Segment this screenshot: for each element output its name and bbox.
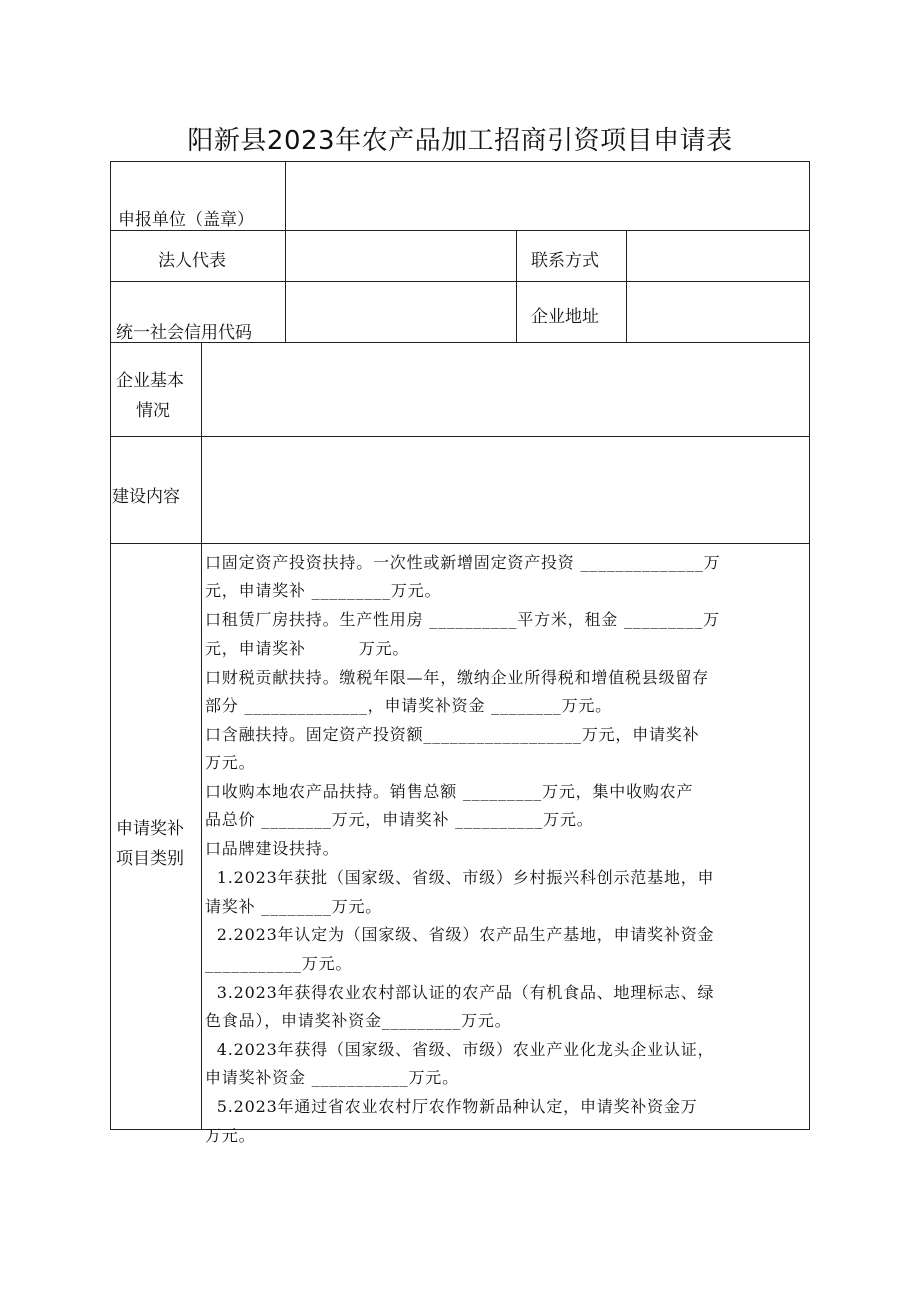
category-text-line: 万元。 bbox=[205, 1126, 256, 1145]
basic-info-field[interactable] bbox=[203, 344, 808, 435]
col-divider-c bbox=[626, 230, 627, 342]
row-divider-1 bbox=[110, 230, 810, 231]
category-text-line: 色食品），申请奖补资金_________万元。 bbox=[205, 1011, 512, 1030]
construction-field[interactable] bbox=[203, 438, 808, 542]
category-text-line: 口品牌建设扶持。 bbox=[205, 839, 340, 858]
category-text-line: 申请奖补资金 ___________万元。 bbox=[205, 1068, 459, 1087]
basic-info-label-line2: 情况 bbox=[136, 401, 170, 421]
category-text-line: 1.2023年获批（国家级、省级、市级）乡村振兴科创示范基地，申 bbox=[205, 868, 715, 887]
category-text-line: 元，申请奖补 万元。 bbox=[205, 639, 410, 658]
row-divider-4 bbox=[110, 436, 810, 437]
category-text-line: 万元。 bbox=[205, 753, 256, 772]
row-divider-2 bbox=[110, 281, 810, 282]
category-content bbox=[202, 545, 808, 1145]
address-field[interactable] bbox=[628, 283, 808, 341]
table-border-left bbox=[110, 161, 111, 1130]
category-text-line: 2.2023年认定为（国家级、省级）农产品生产基地，申请奖补资金 bbox=[205, 925, 715, 944]
category-text-line: 元，申请奖补 _________万元。 bbox=[205, 581, 442, 600]
category-text-line: 3.2023年获得农业农村部认证的农产品（有机食品、地理标志、绿 bbox=[205, 983, 715, 1002]
credit-code-label: 统一社会信用代码 bbox=[116, 323, 252, 343]
category-label-line1: 申请奖补 bbox=[116, 819, 184, 839]
address-label: 企业地址 bbox=[531, 307, 599, 327]
category-text-line: 口固定资产投资扶持。一次性或新增固定资产投资 ______________万 bbox=[205, 553, 721, 572]
col-divider-b bbox=[516, 230, 517, 342]
applicant-label: 申报单位（盖章） bbox=[118, 210, 254, 230]
table-border-top bbox=[110, 161, 810, 162]
category-text-line: ___________万元。 bbox=[205, 954, 353, 973]
category-label-line2: 项目类别 bbox=[116, 849, 184, 869]
row-divider-5 bbox=[110, 543, 810, 544]
applicant-field[interactable] bbox=[287, 163, 807, 229]
col-divider-a bbox=[285, 161, 286, 342]
legal-rep-label: 法人代表 bbox=[158, 251, 226, 271]
category-text-line: 请奖补 ________万元。 bbox=[205, 897, 383, 916]
category-text-line: 部分 ______________，申请奖补资金 ________万元。 bbox=[205, 696, 612, 715]
construction-label: 建设内容 bbox=[112, 487, 180, 507]
category-text-line: 口租赁厂房扶持。生产性用房 __________平方米，租金 _________万 bbox=[205, 610, 720, 629]
category-text-line: 4.2023年获得（国家级、省级、市级）农业产业化龙头企业认证， bbox=[205, 1040, 715, 1059]
category-text-line: 品总价 ________万元，申请奖补 __________万元。 bbox=[205, 810, 594, 829]
table-border-right bbox=[809, 161, 810, 1130]
category-text-line: 口财税贡献扶持。缴税年限—年，缴纳企业所得税和增值税县级留存 bbox=[205, 668, 710, 687]
page-title: 阳新县2023年农产品加工招商引资项目申请表 bbox=[187, 126, 733, 156]
credit-code-field[interactable] bbox=[287, 283, 515, 341]
basic-info-label-line1: 企业基本 bbox=[116, 371, 184, 391]
contact-field[interactable] bbox=[628, 232, 808, 280]
contact-label: 联系方式 bbox=[531, 251, 599, 271]
legal-rep-field[interactable] bbox=[287, 232, 515, 280]
category-text-line: 5.2023年通过省农业农村厅农作物新品种认定，申请奖补资金万 bbox=[205, 1097, 698, 1116]
category-text-line: 口收购本地农产品扶持。销售总额 _________万元，集中收购农产 bbox=[205, 782, 694, 801]
category-text-line: 口含融扶持。固定资产投资额__________________万元，申请奖补 bbox=[205, 725, 700, 744]
